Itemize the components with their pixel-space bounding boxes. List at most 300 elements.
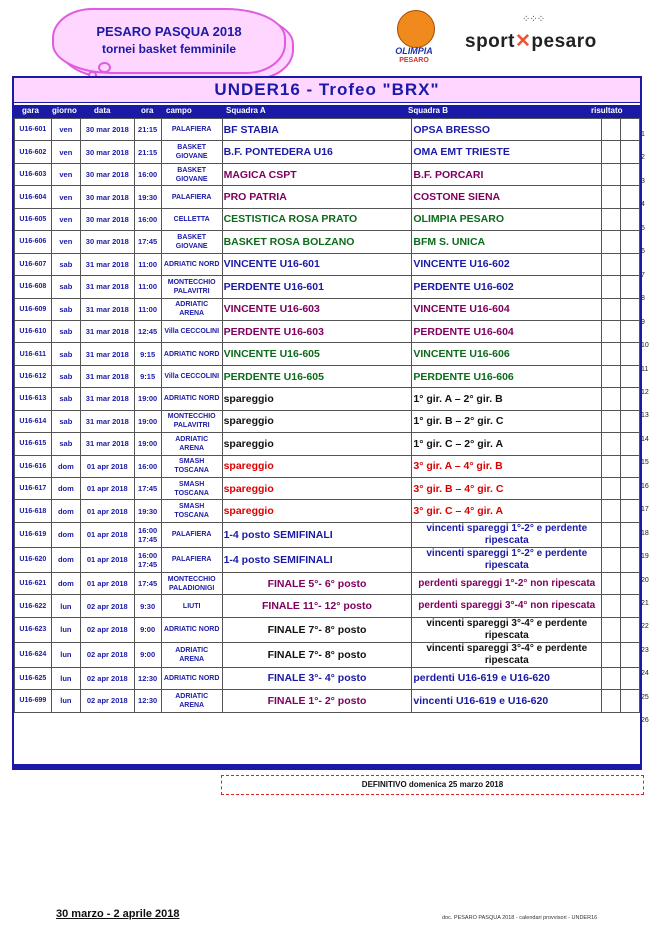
ora-cell: 12:30: [134, 667, 161, 689]
squadra-b-cell: PERDENTE U16-602: [412, 276, 602, 298]
campo-cell: ADRIATIC NORD: [161, 253, 222, 275]
gara-cell: U16-602: [15, 141, 52, 163]
gara-cell: U16-605: [15, 208, 52, 230]
ora-cell: 19:00: [134, 410, 161, 432]
risultato-cell[interactable]: [621, 478, 640, 500]
risultato-cell[interactable]: [602, 478, 621, 500]
campo-cell: ADRIATIC ARENA: [161, 642, 222, 667]
giorno-cell: ven: [51, 119, 80, 141]
squadra-a-cell: spareggio: [222, 455, 412, 477]
giorno-cell: sab: [51, 298, 80, 320]
squadra-a-cell: FINALE 11°- 12° posto: [222, 595, 412, 617]
table-row: [15, 455, 640, 477]
bottom-bar: [14, 764, 640, 768]
gara-cell: U16-699: [15, 690, 52, 712]
giorno-cell: ven: [51, 208, 80, 230]
ora-cell: 11:00: [134, 298, 161, 320]
squadra-b-cell: VINCENTE U16-602: [412, 253, 602, 275]
campo-cell: MONTECCHIO PALAVITRI: [161, 276, 222, 298]
giorno-cell: dom: [51, 572, 80, 594]
footer-doc: doc. PESARO PASQUA 2018 - calendari provvisori - UNDER16: [442, 915, 598, 921]
row-number: 22: [641, 623, 649, 631]
risultato-cell[interactable]: [602, 410, 621, 432]
campo-cell: BASKET GIOVANE: [161, 141, 222, 163]
giorno-cell: lun: [51, 642, 80, 667]
squadra-b-cell: vincenti U16-619 e U16-620: [412, 690, 602, 712]
table-row: [15, 119, 640, 141]
schedule-frame: [12, 76, 642, 770]
ora-cell: 19:30: [134, 186, 161, 208]
giorno-cell: sab: [51, 343, 80, 365]
ora-cell: 19:00: [134, 433, 161, 455]
risultato-cell[interactable]: [621, 433, 640, 455]
squadra-a-cell: PRO PATRIA: [222, 186, 412, 208]
risultato-cell[interactable]: [602, 298, 621, 320]
table-row: [15, 253, 640, 275]
data-cell: 02 apr 2018: [81, 690, 134, 712]
gara-cell: U16-614: [15, 410, 52, 432]
risultato-cell[interactable]: [602, 141, 621, 163]
squadra-a-cell: FINALE 5°- 6° posto: [222, 572, 412, 594]
campo-cell: SMASH TOSCANA: [161, 455, 222, 477]
gara-cell: U16-620: [15, 547, 52, 572]
squadra-a-cell: FINALE 7°- 8° posto: [222, 642, 412, 667]
ora-cell: 21:15: [134, 119, 161, 141]
squadra-a-cell: VINCENTE U16-603: [222, 298, 412, 320]
campo-cell: ADRIATIC NORD: [161, 667, 222, 689]
risultato-cell[interactable]: [621, 617, 640, 642]
footer-date: 30 marzo - 2 aprile 2018: [56, 908, 180, 920]
gara-cell: U16-619: [15, 522, 52, 547]
campo-cell: PALAFIERA: [161, 547, 222, 572]
table-row: [15, 388, 640, 410]
event-title: PESARO PASQUA 2018: [96, 24, 242, 39]
risultato-cell[interactable]: [621, 667, 640, 689]
column-header-bar: [14, 105, 640, 118]
gara-cell: U16-607: [15, 253, 52, 275]
risultato-cell[interactable]: [621, 410, 640, 432]
table-row: [15, 276, 640, 298]
risultato-cell[interactable]: [621, 595, 640, 617]
col-squadra-b: Squadra B: [408, 106, 449, 115]
ora-cell: 9:15: [134, 343, 161, 365]
gara-cell: U16-615: [15, 433, 52, 455]
row-number: 21: [641, 600, 649, 607]
squadra-a-cell: spareggio: [222, 478, 412, 500]
data-cell: 31 mar 2018: [81, 388, 134, 410]
table-row: [15, 320, 640, 342]
risultato-cell[interactable]: [602, 320, 621, 342]
squadra-a-cell: FINALE 3°- 4° posto: [222, 667, 412, 689]
col-gara: gara: [22, 106, 39, 115]
row-number: 5: [641, 224, 645, 232]
squadra-b-cell: VINCENTE U16-606: [412, 343, 602, 365]
gara-cell: U16-610: [15, 320, 52, 342]
squadra-b-cell: BFM S. UNICA: [412, 231, 602, 253]
page-title: UNDER16 - Trofeo "BRX": [14, 78, 640, 103]
squadra-b-cell: vincenti spareggi 3°-4° e perdente ripescata: [412, 642, 602, 667]
ora-cell: 19:30: [134, 500, 161, 522]
squadra-a-cell: FINALE 7°- 8° posto: [222, 617, 412, 642]
risultato-cell[interactable]: [621, 141, 640, 163]
row-number: 19: [641, 553, 649, 561]
data-cell: 02 apr 2018: [81, 642, 134, 667]
risultato-cell[interactable]: [621, 186, 640, 208]
squadra-b-cell: OMA EMT TRIESTE: [412, 141, 602, 163]
table-row: [15, 690, 640, 712]
data-cell: 02 apr 2018: [81, 595, 134, 617]
risultato-cell[interactable]: [621, 365, 640, 387]
giorno-cell: sab: [51, 433, 80, 455]
risultato-cell[interactable]: [602, 365, 621, 387]
data-cell: 01 apr 2018: [81, 478, 134, 500]
risultato-cell[interactable]: [621, 455, 640, 477]
risultato-cell[interactable]: [602, 500, 621, 522]
squadra-a-cell: PERDENTE U16-603: [222, 320, 412, 342]
table-row: [15, 208, 640, 230]
col-ora: ora: [141, 106, 154, 115]
table-row: [15, 343, 640, 365]
event-title-cloud: [52, 8, 286, 74]
ora-cell: 9:30: [134, 595, 161, 617]
gara-cell: U16-617: [15, 478, 52, 500]
squadra-a-cell: CESTISTICA ROSA PRATO: [222, 208, 412, 230]
risultato-cell[interactable]: [602, 547, 621, 572]
gara-cell: U16-623: [15, 617, 52, 642]
giorno-cell: sab: [51, 365, 80, 387]
risultato-cell[interactable]: [621, 547, 640, 572]
squadra-a-cell: 1-4 posto SEMIFINALI: [222, 547, 412, 572]
ora-cell: 12:30: [134, 690, 161, 712]
gara-cell: U16-621: [15, 572, 52, 594]
sportpesaro-logo: [465, 30, 597, 53]
risultato-cell[interactable]: [621, 163, 640, 185]
row-number: 15: [641, 459, 649, 467]
gara-cell: U16-612: [15, 365, 52, 387]
squadra-b-cell: PERDENTE U16-604: [412, 320, 602, 342]
campo-cell: MONTECCHIO PALADIONIGI: [161, 572, 222, 594]
giorno-cell: dom: [51, 478, 80, 500]
sportpesaro-dots-icon: ⁘⁘⁘: [522, 14, 545, 25]
ora-cell: 11:00: [134, 253, 161, 275]
squadra-b-cell: OPSA BRESSO: [412, 119, 602, 141]
row-number: 3: [641, 177, 645, 185]
squadra-b-cell: OLIMPIA PESARO: [412, 208, 602, 230]
campo-cell: ADRIATIC NORD: [161, 617, 222, 642]
giorno-cell: ven: [51, 231, 80, 253]
table-row: [15, 365, 640, 387]
gara-cell: U16-608: [15, 276, 52, 298]
squadra-a-cell: BASKET ROSA BOLZANO: [222, 231, 412, 253]
squadra-b-cell: 1° gir. B – 2° gir. C: [412, 410, 602, 432]
row-number: 4: [641, 201, 645, 209]
gara-cell: U16-603: [15, 163, 52, 185]
schedule-table: [14, 118, 640, 713]
gara-cell: U16-601: [15, 119, 52, 141]
risultato-cell[interactable]: [602, 163, 621, 185]
cloud-bubble-icon: [98, 62, 111, 73]
giorno-cell: ven: [51, 186, 80, 208]
row-number: 6: [641, 248, 645, 256]
data-cell: 02 apr 2018: [81, 667, 134, 689]
giorno-cell: ven: [51, 141, 80, 163]
gara-cell: U16-606: [15, 231, 52, 253]
data-cell: 31 mar 2018: [81, 365, 134, 387]
data-cell: 02 apr 2018: [81, 617, 134, 642]
table-row: [15, 186, 640, 208]
giorno-cell: lun: [51, 595, 80, 617]
squadra-a-cell: FINALE 1°- 2° posto: [222, 690, 412, 712]
data-cell: 31 mar 2018: [81, 253, 134, 275]
row-number: 2: [641, 154, 645, 162]
olimpia-logo-text: OLIMPIA: [395, 46, 433, 56]
olimpia-logo-subtext: PESARO: [399, 57, 429, 64]
col-squadra-a: Squadra A: [226, 106, 266, 115]
squadra-b-cell: perdenti spareggi 1°-2° non ripescata: [412, 572, 602, 594]
cross-icon: ✕: [515, 31, 532, 52]
campo-cell: MONTECCHIO PALAVITRI: [161, 410, 222, 432]
risultato-cell[interactable]: [621, 388, 640, 410]
col-risultato: risultato: [591, 106, 623, 115]
row-number: 8: [641, 295, 645, 303]
ora-cell: 17:45: [134, 478, 161, 500]
risultato-cell[interactable]: [621, 642, 640, 667]
ora-cell: 11:00: [134, 276, 161, 298]
data-cell: 31 mar 2018: [81, 410, 134, 432]
table-row: [15, 572, 640, 594]
data-cell: 31 mar 2018: [81, 276, 134, 298]
data-cell: 31 mar 2018: [81, 320, 134, 342]
gara-cell: U16-624: [15, 642, 52, 667]
data-cell: 01 apr 2018: [81, 522, 134, 547]
table-row: [15, 595, 640, 617]
ora-cell: 9:15: [134, 365, 161, 387]
olimpia-logo: [383, 8, 445, 70]
risultato-cell[interactable]: [602, 253, 621, 275]
ora-cell: 9:00: [134, 617, 161, 642]
campo-cell: BASKET GIOVANE: [161, 163, 222, 185]
ora-cell: 17:45: [134, 572, 161, 594]
squadra-a-cell: spareggio: [222, 433, 412, 455]
giorno-cell: sab: [51, 388, 80, 410]
squadra-b-cell: 3° gir. A – 4° gir. B: [412, 455, 602, 477]
squadra-b-cell: 3° gir. B – 4° gir. C: [412, 478, 602, 500]
campo-cell: Villa CECCOLINI: [161, 320, 222, 342]
risultato-cell[interactable]: [602, 595, 621, 617]
squadra-b-cell: COSTONE SIENA: [412, 186, 602, 208]
squadra-b-cell: perdenti spareggi 3°-4° non ripescata: [412, 595, 602, 617]
risultato-cell[interactable]: [602, 208, 621, 230]
squadra-b-cell: 3° gir. C – 4° gir. A: [412, 500, 602, 522]
ora-cell: 21:15: [134, 141, 161, 163]
table-row: [15, 547, 640, 572]
table-row: [15, 163, 640, 185]
campo-cell: PALAFIERA: [161, 119, 222, 141]
squadra-b-cell: 1° gir. A – 2° gir. B: [412, 388, 602, 410]
campo-cell: LIUTI: [161, 595, 222, 617]
giorno-cell: lun: [51, 617, 80, 642]
giorno-cell: dom: [51, 455, 80, 477]
data-cell: 31 mar 2018: [81, 298, 134, 320]
data-cell: 01 apr 2018: [81, 455, 134, 477]
giorno-cell: dom: [51, 547, 80, 572]
data-cell: 01 apr 2018: [81, 500, 134, 522]
risultato-cell[interactable]: [621, 276, 640, 298]
campo-cell: ADRIATIC NORD: [161, 388, 222, 410]
table-row: [15, 642, 640, 667]
campo-cell: PALAFIERA: [161, 522, 222, 547]
giorno-cell: dom: [51, 500, 80, 522]
row-number: 11: [641, 365, 649, 373]
squadra-a-cell: VINCENTE U16-601: [222, 253, 412, 275]
table-row: [15, 433, 640, 455]
sportpesaro-logo-a: sport: [465, 31, 515, 52]
table-row: [15, 617, 640, 642]
row-number: 9: [641, 318, 645, 326]
squadra-a-cell: spareggio: [222, 410, 412, 432]
table-row: [15, 500, 640, 522]
risultato-cell[interactable]: [621, 522, 640, 547]
risultato-cell[interactable]: [602, 186, 621, 208]
squadra-a-cell: BF STABIA: [222, 119, 412, 141]
risultato-cell[interactable]: [602, 388, 621, 410]
row-number: 20: [641, 576, 649, 584]
giorno-cell: sab: [51, 320, 80, 342]
squadra-b-cell: 1° gir. C – 2° gir. A: [412, 433, 602, 455]
table-row: [15, 478, 640, 500]
risultato-cell[interactable]: [621, 119, 640, 141]
row-number: 18: [641, 529, 649, 537]
col-data: data: [94, 106, 111, 115]
data-cell: 30 mar 2018: [81, 231, 134, 253]
gara-cell: U16-613: [15, 388, 52, 410]
squadra-a-cell: PERDENTE U16-601: [222, 276, 412, 298]
gara-cell: U16-622: [15, 595, 52, 617]
risultato-cell[interactable]: [602, 231, 621, 253]
table-row: [15, 141, 640, 163]
risultato-cell[interactable]: [602, 343, 621, 365]
risultato-cell[interactable]: [621, 500, 640, 522]
risultato-cell[interactable]: [621, 253, 640, 275]
ora-cell: 16:00: [134, 163, 161, 185]
squadra-b-cell: vincenti spareggi 1°-2° e perdente ripescata: [412, 522, 602, 547]
campo-cell: SMASH TOSCANA: [161, 478, 222, 500]
data-cell: 30 mar 2018: [81, 186, 134, 208]
squadra-a-cell: spareggio: [222, 388, 412, 410]
campo-cell: ADRIATIC ARENA: [161, 298, 222, 320]
squadra-a-cell: B.F. PONTEDERA U16: [222, 141, 412, 163]
data-cell: 30 mar 2018: [81, 141, 134, 163]
risultato-cell[interactable]: [621, 690, 640, 712]
data-cell: 01 apr 2018: [81, 572, 134, 594]
data-cell: 30 mar 2018: [81, 208, 134, 230]
ora-cell: 16:00: [134, 208, 161, 230]
data-cell: 31 mar 2018: [81, 433, 134, 455]
giorno-cell: dom: [51, 522, 80, 547]
row-number: 14: [641, 435, 649, 443]
ora-cell: 9:00: [134, 642, 161, 667]
risultato-cell[interactable]: [602, 276, 621, 298]
risultato-cell[interactable]: [621, 320, 640, 342]
giorno-cell: sab: [51, 276, 80, 298]
ora-cell: 16:00: [134, 455, 161, 477]
risultato-cell[interactable]: [602, 690, 621, 712]
basketball-icon: [397, 10, 435, 48]
table-row: [15, 298, 640, 320]
data-cell: 01 apr 2018: [81, 547, 134, 572]
risultato-cell[interactable]: [621, 572, 640, 594]
ora-cell: 16:00 17:45: [134, 547, 161, 572]
squadra-b-cell: vincenti spareggi 1°-2° e perdente ripescata: [412, 547, 602, 572]
risultato-cell[interactable]: [602, 617, 621, 642]
col-campo: campo: [166, 106, 192, 115]
row-number: 25: [641, 693, 649, 701]
squadra-a-cell: PERDENTE U16-605: [222, 365, 412, 387]
row-number: 1: [641, 131, 645, 138]
giorno-cell: ven: [51, 163, 80, 185]
risultato-cell[interactable]: [602, 455, 621, 477]
ora-cell: 16:00 17:45: [134, 522, 161, 547]
data-cell: 30 mar 2018: [81, 119, 134, 141]
row-number: 7: [641, 271, 645, 279]
giorno-cell: sab: [51, 410, 80, 432]
row-number: 12: [641, 388, 649, 396]
giorno-cell: sab: [51, 253, 80, 275]
table-row: [15, 522, 640, 547]
gara-cell: U16-616: [15, 455, 52, 477]
gara-cell: U16-609: [15, 298, 52, 320]
squadra-a-cell: 1-4 posto SEMIFINALI: [222, 522, 412, 547]
giorno-cell: lun: [51, 690, 80, 712]
table-row: [15, 410, 640, 432]
row-number: 26: [641, 717, 649, 725]
campo-cell: PALAFIERA: [161, 186, 222, 208]
risultato-cell[interactable]: [602, 119, 621, 141]
table-row: [15, 667, 640, 689]
row-number: 17: [641, 506, 649, 514]
squadra-b-cell: VINCENTE U16-604: [412, 298, 602, 320]
risultato-cell[interactable]: [621, 208, 640, 230]
gara-cell: U16-625: [15, 667, 52, 689]
squadra-b-cell: B.F. PORCARI: [412, 163, 602, 185]
risultato-cell[interactable]: [602, 433, 621, 455]
risultato-cell[interactable]: [621, 343, 640, 365]
campo-cell: ADRIATIC ARENA: [161, 690, 222, 712]
campo-cell: Villa CECCOLINI: [161, 365, 222, 387]
table-row: [15, 231, 640, 253]
risultato-cell[interactable]: [602, 667, 621, 689]
gara-cell: U16-604: [15, 186, 52, 208]
definitivo-note: DEFINITIVO domenica 25 marzo 2018: [221, 775, 644, 795]
giorno-cell: lun: [51, 667, 80, 689]
gara-cell: U16-611: [15, 343, 52, 365]
squadra-b-cell: vincenti spareggi 3°-4° e perdente ripescata: [412, 617, 602, 642]
risultato-cell[interactable]: [621, 231, 640, 253]
row-number: 16: [641, 482, 649, 490]
row-number: 10: [641, 342, 649, 350]
risultato-cell[interactable]: [602, 572, 621, 594]
risultato-cell[interactable]: [621, 298, 640, 320]
risultato-cell[interactable]: [602, 522, 621, 547]
squadra-a-cell: spareggio: [222, 500, 412, 522]
sportpesaro-logo-b: pesaro: [531, 31, 597, 52]
row-number: 13: [641, 412, 649, 420]
squadra-a-cell: VINCENTE U16-605: [222, 343, 412, 365]
gara-cell: U16-618: [15, 500, 52, 522]
event-subtitle: tornei basket femminile: [101, 42, 237, 56]
campo-cell: SMASH TOSCANA: [161, 500, 222, 522]
risultato-cell[interactable]: [602, 642, 621, 667]
